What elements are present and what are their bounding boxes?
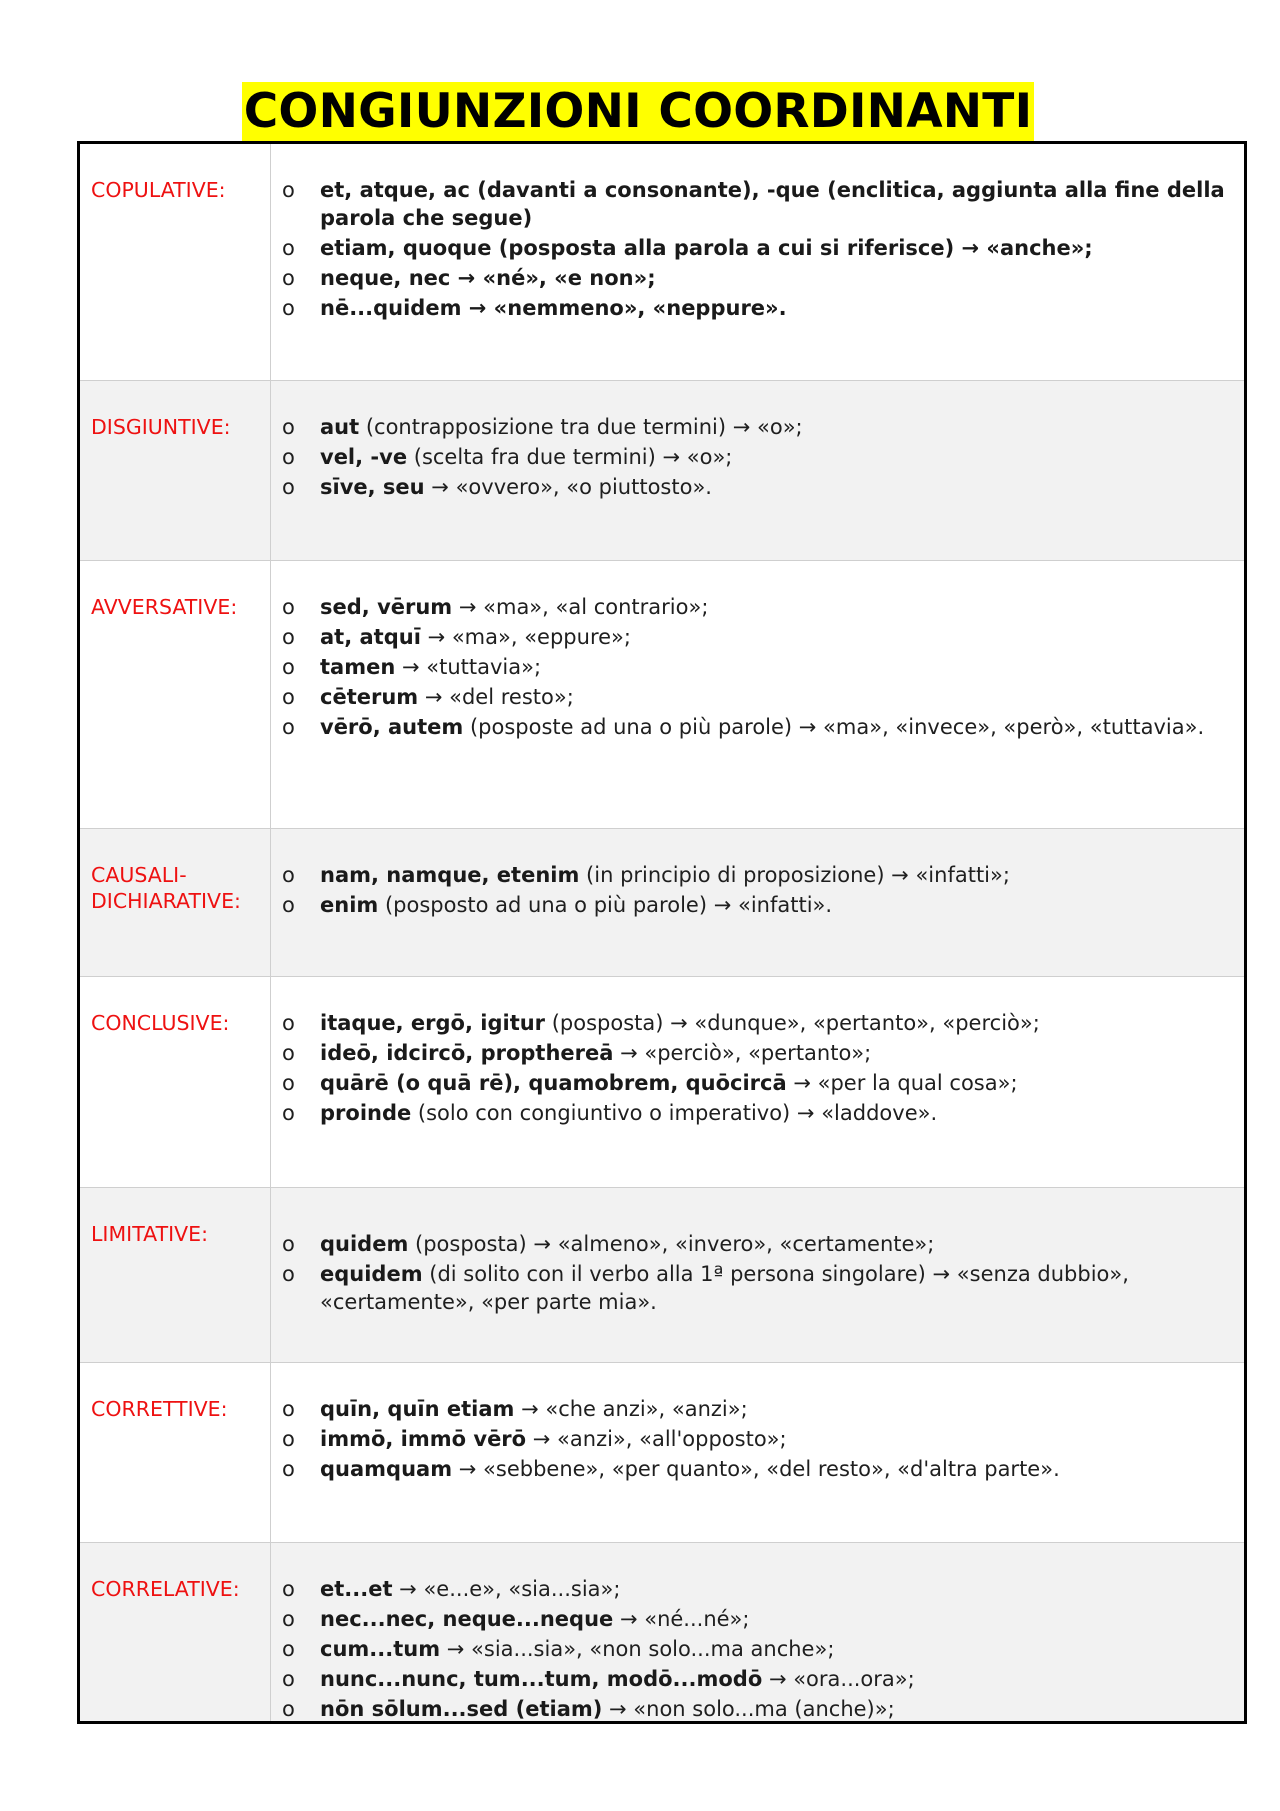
list-item — [282, 861, 1226, 889]
conjunction-meaning: (posposta) → «almeno», «invero», «certamente»; — [408, 1232, 935, 1256]
section-correlative — [80, 1543, 1244, 1721]
bullet-icon: o — [282, 266, 295, 290]
conjunction-meaning: → «ovvero», «o piuttosto». — [424, 475, 712, 499]
bullet-icon: o — [282, 1667, 295, 1691]
conjunction-meaning: (contrapposizione tra due termini) → «o»; — [359, 415, 803, 439]
column-divider — [270, 829, 271, 976]
conjunction-term: vel, -ve — [320, 445, 408, 469]
conjunction-meaning: → «del resto»; — [418, 685, 574, 709]
column-divider — [270, 977, 271, 1187]
column-divider — [270, 1543, 271, 1721]
bullet-icon: o — [282, 625, 295, 649]
conjunction-term: itaque, ergō, igitur — [320, 1011, 546, 1035]
conjunction-meaning: (posposte ad una o più parole) → «ma», «invece», «però», «tuttavia». — [463, 715, 1205, 739]
list-item — [282, 1665, 1226, 1693]
section-label: LIMITATIVE: — [91, 1222, 209, 1246]
item-list — [282, 1575, 1226, 1724]
conjunction-meaning: → «non solo...ma (anche)»; — [602, 1697, 895, 1721]
list-item — [282, 1575, 1226, 1603]
conjunction-term: ideō, idcircō, propthereā — [320, 1041, 614, 1065]
list-item — [282, 683, 1226, 711]
section-copulative — [80, 144, 1244, 381]
column-divider — [270, 1188, 271, 1362]
list-item — [282, 1695, 1226, 1723]
bullet-icon: o — [282, 1071, 295, 1095]
bullet-icon: o — [282, 1697, 295, 1721]
bullet-icon: o — [282, 1232, 295, 1256]
conjunction-meaning: (di solito con il verbo alla 1ª persona singolare) → «senza dubbio», «certamente», «per parte mia». — [320, 1262, 1129, 1314]
conjunction-term: nam, namque, etenim — [320, 863, 580, 887]
item-list — [282, 1395, 1226, 1485]
conjunction-term: quīn, quīn etiam — [320, 1397, 515, 1421]
conjunction-term: cum...tum — [320, 1637, 441, 1661]
section-label: CORRELATIVE: — [91, 1577, 240, 1601]
conjunction-term: sed, vērum — [320, 595, 453, 619]
list-item — [282, 1039, 1226, 1067]
conjunction-meaning: → «tuttavia»; — [395, 655, 542, 679]
conjunction-term: etiam, quoque (posposta alla parola a cui si riferisce) → «anche»; — [320, 236, 1093, 260]
conjunction-term: cēterum — [320, 685, 419, 709]
conjunction-meaning: → «per la qual cosa»; — [786, 1071, 1018, 1095]
item-list — [282, 593, 1226, 743]
conjunction-term: et, atque, ac (davanti a consonante), -que (enclitica, aggiunta alla fine della parola che segue) — [320, 178, 1225, 230]
section-label: CORRETTIVE: — [91, 1397, 228, 1421]
bullet-icon: o — [282, 445, 295, 469]
list-item — [282, 623, 1226, 651]
item-list — [282, 1009, 1226, 1129]
section-disgiuntive — [80, 381, 1244, 561]
bullet-icon: o — [282, 1457, 295, 1481]
list-item — [282, 1099, 1226, 1127]
bullet-icon: o — [282, 1041, 295, 1065]
conjunction-meaning: → «ora...ora»; — [762, 1667, 915, 1691]
bullet-icon: o — [282, 296, 295, 320]
column-divider — [270, 1363, 271, 1542]
conjunction-meaning: → «che anzi», «anzi»; — [514, 1397, 748, 1421]
list-item — [282, 1069, 1226, 1097]
list-item — [282, 653, 1226, 681]
section-label: COPULATIVE: — [91, 178, 226, 202]
conjunction-term: enim — [320, 893, 379, 917]
section-label: AVVERSATIVE: — [91, 595, 238, 619]
bullet-icon: o — [282, 1397, 295, 1421]
bullet-icon: o — [282, 1262, 295, 1286]
list-item — [282, 1009, 1226, 1037]
conjunction-term: equidem — [320, 1262, 423, 1286]
column-divider — [270, 381, 271, 560]
section-label: CAUSALI-DICHIARATIVE: — [91, 863, 241, 913]
bullet-icon: o — [282, 685, 295, 709]
bullet-icon: o — [282, 715, 295, 739]
title-wrap — [0, 82, 1280, 142]
bullet-icon: o — [282, 1637, 295, 1661]
conjunction-meaning: (posposta) → «dunque», «pertanto», «perciò»; — [545, 1011, 1040, 1035]
bullet-icon: o — [282, 1607, 295, 1631]
conjunction-meaning: → «sebbene», «per quanto», «del resto», «d'altra parte». — [452, 1457, 1060, 1481]
bullet-icon: o — [282, 178, 295, 202]
conjunction-term: quamquam — [320, 1457, 453, 1481]
bullet-icon: o — [282, 475, 295, 499]
conjunction-term: aut — [320, 415, 360, 439]
conjunction-meaning: (posposto ad una o più parole) → «infatti». — [378, 893, 833, 917]
section-avversative — [80, 561, 1244, 829]
list-item — [282, 1260, 1226, 1316]
conjunction-meaning: → «ma», «al contrario»; — [452, 595, 709, 619]
conjunction-meaning: → «e...e», «sia...sia»; — [392, 1577, 621, 1601]
item-list — [282, 861, 1226, 921]
conjunction-term: quidem — [320, 1232, 409, 1256]
list-item — [282, 1395, 1226, 1423]
bullet-icon: o — [282, 415, 295, 439]
conjunction-term: nē...quidem → «nemmeno», «neppure». — [320, 296, 787, 320]
bullet-icon: o — [282, 1427, 295, 1451]
section-label: DISGIUNTIVE: — [91, 415, 231, 439]
conjunction-term: nunc...nunc, tum...tum, modō...modō — [320, 1667, 763, 1691]
list-item — [282, 1605, 1226, 1633]
item-list — [282, 413, 1226, 503]
list-item — [282, 1230, 1226, 1258]
conjunction-term: tamen — [320, 655, 396, 679]
conjunction-meaning: → «perciò», «pertanto»; — [613, 1041, 872, 1065]
list-item — [282, 176, 1226, 232]
conjunction-meaning: (scelta fra due termini) → «o»; — [407, 445, 733, 469]
list-item — [282, 1425, 1226, 1453]
list-item — [282, 234, 1226, 262]
conjunction-meaning: (solo con congiuntivo o imperativo) → «laddove». — [411, 1101, 938, 1125]
conjunction-meaning: → «ma», «eppure»; — [420, 625, 631, 649]
list-item — [282, 294, 1226, 322]
item-list — [282, 1230, 1226, 1318]
list-item — [282, 443, 1226, 471]
conjunction-term: et...et — [320, 1577, 393, 1601]
section-causali-dichiarative — [80, 829, 1244, 977]
conjunction-meaning: → «anzi», «all'opposto»; — [526, 1427, 787, 1451]
conjunction-meaning: (in principio di proposizione) → «infatti»; — [579, 863, 1010, 887]
bullet-icon: o — [282, 595, 295, 619]
conjunctions-table — [77, 141, 1247, 1724]
bullet-icon: o — [282, 893, 295, 917]
conjunction-term: at, atquī — [320, 625, 421, 649]
list-item — [282, 593, 1226, 621]
bullet-icon: o — [282, 863, 295, 887]
section-conclusive — [80, 977, 1244, 1188]
bullet-icon: o — [282, 1577, 295, 1601]
conjunction-term: nōn sōlum...sed (etiam) — [320, 1697, 603, 1721]
page-title: CONGIUNZIONI COORDINANTI — [242, 82, 1035, 142]
bullet-icon: o — [282, 655, 295, 679]
bullet-icon: o — [282, 236, 295, 260]
item-list — [282, 176, 1226, 324]
column-divider — [270, 561, 271, 828]
conjunction-term: proinde — [320, 1101, 412, 1125]
column-divider — [270, 144, 271, 380]
conjunction-term: immō, immō vērō — [320, 1427, 527, 1451]
list-item — [282, 1635, 1226, 1663]
conjunction-meaning: → «né...né»; — [613, 1607, 750, 1631]
section-label: CONCLUSIVE: — [91, 1011, 230, 1035]
conjunction-term: quārē (o quā rē), quamobrem, quōcircā — [320, 1071, 787, 1095]
conjunction-term: sīve, seu — [320, 475, 425, 499]
bullet-icon: o — [282, 1101, 295, 1125]
list-item — [282, 713, 1226, 741]
list-item — [282, 473, 1226, 501]
conjunction-term: vērō, autem — [320, 715, 464, 739]
list-item — [282, 264, 1226, 292]
conjunction-term: neque, nec → «né», «e non»; — [320, 266, 656, 290]
section-limitative — [80, 1188, 1244, 1363]
conjunction-meaning: → «sia...sia», «non solo...ma anche»; — [440, 1637, 835, 1661]
list-item — [282, 413, 1226, 441]
bullet-icon: o — [282, 1011, 295, 1035]
conjunction-term: nec...nec, neque...neque — [320, 1607, 614, 1631]
list-item — [282, 891, 1226, 919]
section-correttive — [80, 1363, 1244, 1543]
list-item — [282, 1455, 1226, 1483]
